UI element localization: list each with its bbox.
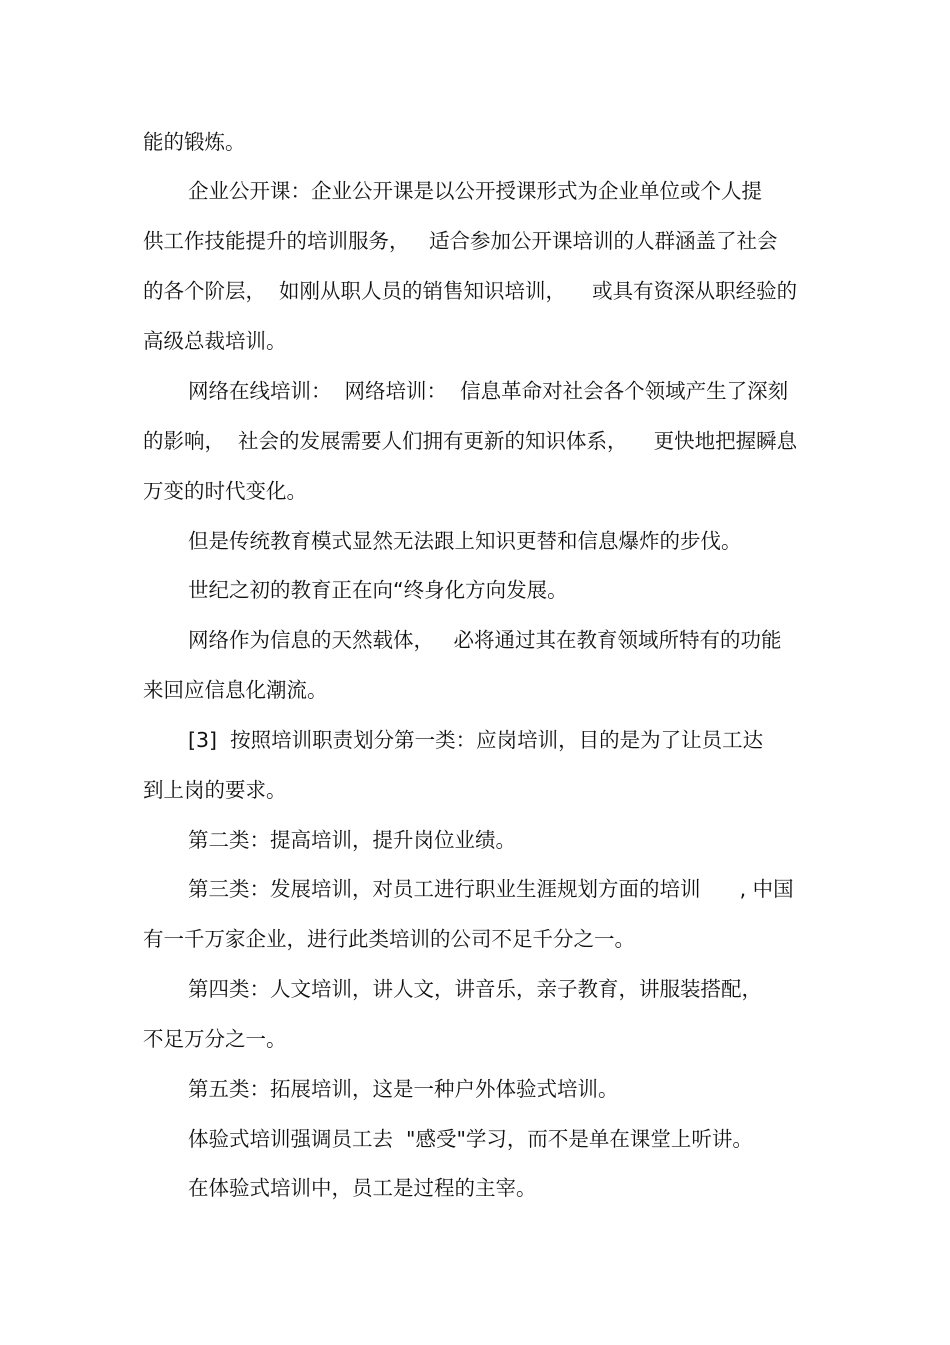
text-line: 的各个阶层， 如刚从职人员的销售知识培训， 或具有资深从职经验的: [143, 279, 798, 303]
text-line: 体验式培训强调员工去 "感受"学习，而不是单在课堂上听讲。: [188, 1127, 753, 1151]
text-line: 能的锻炼。: [143, 130, 246, 154]
text-line: 有一千万家企业，进行此类培训的公司不足千分之一。: [143, 927, 635, 951]
text-line: 供工作技能提升的培训服务， 适合参加公开课培训的人群涵盖了社会: [143, 229, 778, 253]
text-line: 万变的时代变化。: [143, 479, 307, 503]
text-line: 不足万分之一。: [143, 1027, 287, 1051]
text-line: 在体验式培训中，员工是过程的主宰。: [188, 1176, 537, 1200]
text-line: 第四类：人文培训，讲人文，讲音乐，亲子教育，讲服装搭配，: [188, 977, 762, 1001]
text-line: 网络作为信息的天然载体， 必将通过其在教育领域所特有的功能: [188, 628, 782, 652]
text-line: 但是传统教育模式显然无法跟上知识更替和信息爆炸的步伐。: [188, 529, 742, 553]
text-line: 第三类：发展培训，对员工进行职业生涯规划方面的培训 , 中国: [188, 877, 794, 901]
text-line: 来回应信息化潮流。: [143, 678, 328, 702]
text-line: 高级总裁培训。: [143, 329, 287, 353]
text-line: 第二类：提高培训，提升岗位业绩。: [188, 828, 516, 852]
text-line: 的影响， 社会的发展需要人们拥有更新的知识体系， 更快地把握瞬息: [143, 429, 798, 453]
text-line: 第五类：拓展培训，这是一种户外体验式培训。: [188, 1077, 619, 1101]
text-line: [3] 按照培训职责划分第一类：应岗培训，目的是为了让员工达: [188, 728, 764, 752]
text-line: 网络在线培训： 网络培训： 信息革命对社会各个领域产生了深刻: [188, 379, 789, 403]
text-line: 世纪之初的教育正在向“终身化方向发展。: [188, 578, 568, 602]
text-line: 到上岗的要求。: [143, 778, 287, 802]
text-line: 企业公开课：企业公开课是以公开授课形式为企业单位或个人提: [188, 179, 762, 203]
